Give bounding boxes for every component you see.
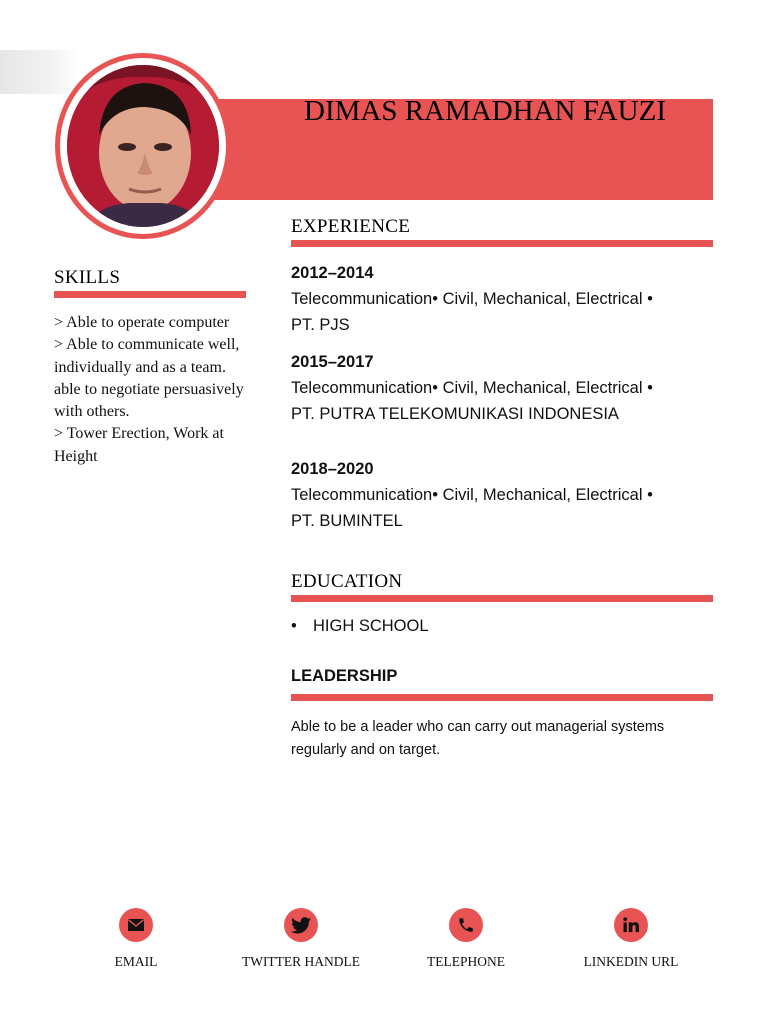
contact-twitter bbox=[231, 908, 371, 970]
bullet: • bbox=[291, 617, 297, 635]
experience-entry bbox=[291, 456, 721, 534]
experience-company: PT. PJS bbox=[291, 316, 350, 334]
contact-telephone bbox=[396, 908, 536, 970]
skill-item: > Able to operate computer bbox=[54, 314, 230, 331]
contact-email bbox=[66, 908, 206, 970]
leadership-divider bbox=[291, 694, 713, 701]
experience-years: 2018–2020 bbox=[291, 460, 374, 478]
experience-title: EXPERIENCE bbox=[291, 216, 411, 237]
contact-label: TWITTER HANDLE bbox=[241, 954, 361, 969]
skill-item: > Able to communicate well, individually and as a team. able to negotiate persuasively with others. bbox=[54, 336, 244, 421]
profile-photo bbox=[67, 65, 219, 227]
experience-company: PT. BUMINTEL bbox=[291, 512, 403, 530]
contact-label: TELEPHONE bbox=[427, 954, 505, 969]
experience-field: Telecommunication• Civil, Mechanical, Electrical • bbox=[291, 486, 653, 504]
leadership-title: LEADERSHIP bbox=[291, 667, 398, 685]
education-divider bbox=[291, 595, 713, 602]
contact-label: EMAIL bbox=[114, 954, 158, 969]
experience-years: 2015–2017 bbox=[291, 353, 374, 371]
education-title: EDUCATION bbox=[291, 571, 403, 592]
education-item bbox=[291, 617, 429, 636]
contact-linkedin bbox=[561, 908, 701, 970]
experience-field: Telecommunication• Civil, Mechanical, Electrical • bbox=[291, 379, 653, 397]
education-item-label: HIGH SCHOOL bbox=[313, 617, 429, 635]
experience-divider bbox=[291, 240, 713, 247]
experience-years: 2012–2014 bbox=[291, 264, 374, 282]
email-icon bbox=[119, 908, 153, 942]
telephone-icon bbox=[449, 908, 483, 942]
experience-company: PT. PUTRA TELEKOMUNIKASI INDONESIA bbox=[291, 405, 619, 423]
linkedin-icon bbox=[614, 908, 648, 942]
corner-shade bbox=[0, 50, 80, 94]
skills-list bbox=[54, 312, 254, 468]
experience-entry bbox=[291, 349, 721, 427]
twitter-icon bbox=[284, 908, 318, 942]
skills-title: SKILLS bbox=[54, 267, 121, 288]
leadership-text: Able to be a leader who can carry out managerial systems regularly and on target. bbox=[291, 719, 665, 758]
candidate-name: DIMAS RAMADHAN FAUZI bbox=[304, 95, 666, 127]
contact-label: LINKEDIN URL bbox=[583, 954, 679, 969]
skill-item: > Tower Erection, Work at Height bbox=[54, 425, 224, 465]
experience-field: Telecommunication• Civil, Mechanical, Electrical • bbox=[291, 290, 653, 308]
profile-photo-frame bbox=[55, 53, 231, 239]
experience-entry bbox=[291, 260, 721, 338]
skills-divider bbox=[54, 291, 246, 298]
